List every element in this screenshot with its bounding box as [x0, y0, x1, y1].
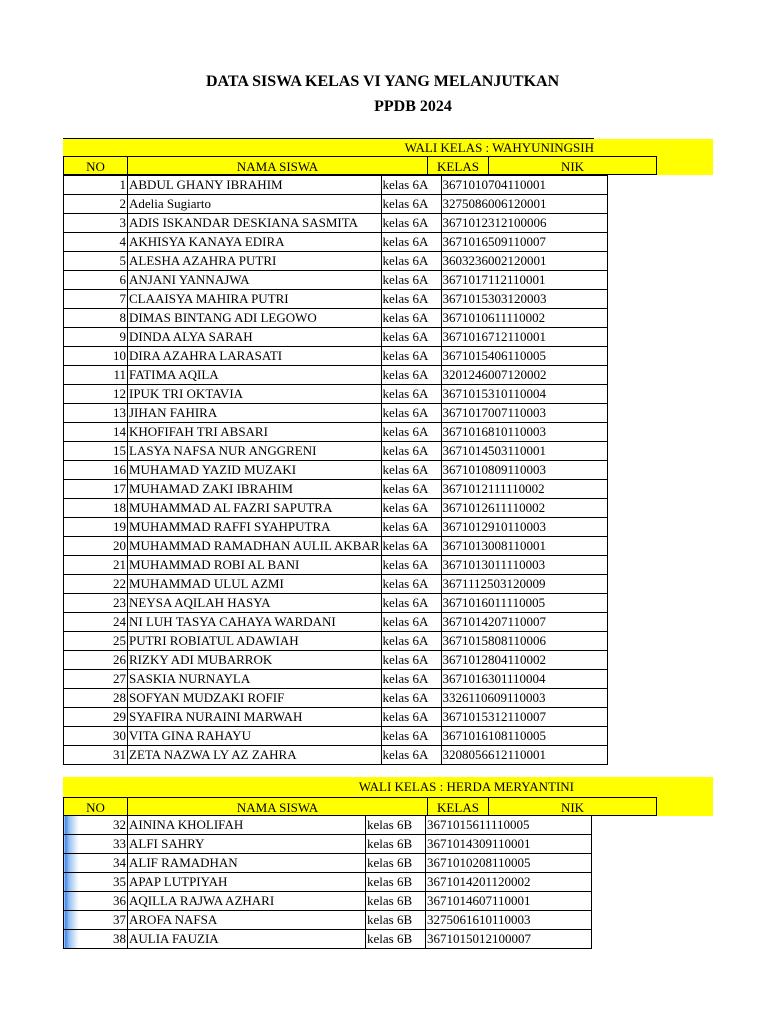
row-number: 16	[64, 461, 128, 480]
table-row	[64, 835, 592, 854]
student-nik: 3671015406110005	[441, 347, 607, 366]
student-class: kelas 6A	[381, 556, 441, 575]
row-number: 36	[64, 892, 128, 911]
student-nik: 3671017112110001	[441, 271, 607, 290]
student-name: NI LUH TASYA CAHAYA WARDANI	[128, 613, 382, 632]
student-nik: 3671016509110007	[441, 233, 607, 252]
table-row	[64, 233, 608, 252]
student-class: kelas 6A	[381, 461, 441, 480]
table-row	[64, 499, 608, 518]
student-nik: 3671014607110001	[426, 892, 592, 911]
table-row	[64, 423, 608, 442]
student-nik: 3671010704110001	[441, 176, 607, 195]
row-number: 13	[64, 404, 128, 423]
table-row	[64, 271, 608, 290]
row-number: 2	[64, 195, 128, 214]
student-class: kelas 6A	[381, 594, 441, 613]
student-nik: 3671010809110003	[441, 461, 607, 480]
student-nik: 3201246007120002	[441, 366, 607, 385]
document-subtitle: PPDB 2024	[374, 98, 452, 115]
student-name: DIRA AZAHRA LARASATI	[128, 347, 382, 366]
student-nik: 3671015808110006	[441, 632, 607, 651]
student-class: kelas 6A	[381, 518, 441, 537]
table-row	[64, 309, 608, 328]
student-nik: 3671012804110002	[441, 651, 607, 670]
student-nik: 3671010208110005	[426, 854, 592, 873]
student-nik: 3671012312100006	[441, 214, 607, 233]
row-number: 8	[64, 309, 128, 328]
table-row	[64, 366, 608, 385]
row-number: 35	[64, 873, 128, 892]
student-nik: 3671015611110005	[426, 816, 592, 835]
student-class: kelas 6A	[381, 271, 441, 290]
student-class: kelas 6A	[381, 233, 441, 252]
row-number: 14	[64, 423, 128, 442]
wali-kelas-label-2: WALI KELAS : HERDA MERYANTINI	[358, 779, 574, 794]
student-table-6b	[63, 815, 592, 949]
student-class: kelas 6A	[381, 328, 441, 347]
row-number: 6	[64, 271, 128, 290]
student-class: kelas 6A	[381, 442, 441, 461]
row-number: 38	[64, 930, 128, 949]
table-row	[64, 442, 608, 461]
student-nik: 3671016301110004	[441, 670, 607, 689]
header-nik: NIK	[489, 156, 657, 175]
student-name: SASKIA NURNAYLA	[128, 670, 382, 689]
row-number: 33	[64, 835, 128, 854]
row-number: 22	[64, 575, 128, 594]
table-row	[64, 594, 608, 613]
student-class: kelas 6A	[381, 689, 441, 708]
table-row	[64, 195, 608, 214]
student-nik: 3671012611110002	[441, 499, 607, 518]
row-number: 9	[64, 328, 128, 347]
student-class: kelas 6A	[381, 423, 441, 442]
student-name: FATIMA AQILA	[128, 366, 382, 385]
table-row	[64, 537, 608, 556]
student-nik: 3275086006120001	[441, 195, 607, 214]
student-name: ALESHA AZAHRA PUTRI	[128, 252, 382, 271]
table-row	[64, 708, 608, 727]
table-row	[64, 746, 608, 765]
student-class: kelas 6B	[366, 930, 426, 949]
student-class: kelas 6B	[366, 911, 426, 930]
row-number: 27	[64, 670, 128, 689]
table-row	[64, 290, 608, 309]
table-row	[64, 670, 608, 689]
student-name: ALIF RAMADHAN	[128, 854, 366, 873]
student-name: MUHAMMAD RAFFI SYAHPUTRA	[128, 518, 382, 537]
student-class: kelas 6B	[366, 816, 426, 835]
table-row	[64, 816, 592, 835]
table-row	[64, 328, 608, 347]
student-name: NEYSA AQILAH HASYA	[128, 594, 382, 613]
row-number: 34	[64, 854, 128, 873]
student-nik: 3671013011110003	[441, 556, 607, 575]
wali-kelas-band-2	[63, 777, 713, 797]
wali-kelas-band-1	[63, 139, 713, 156]
student-class: kelas 6B	[366, 892, 426, 911]
table-row	[64, 252, 608, 271]
student-name: LASYA NAFSA NUR ANGGRENI	[128, 442, 382, 461]
row-number: 1	[64, 176, 128, 195]
table-row	[64, 727, 608, 746]
row-number: 31	[64, 746, 128, 765]
student-name: SYAFIRA NURAINI MARWAH	[128, 708, 382, 727]
student-nik: 3671017007110003	[441, 404, 607, 423]
row-number: 37	[64, 911, 128, 930]
student-name: JIHAN FAHIRA	[128, 404, 382, 423]
table-row	[64, 892, 592, 911]
student-name: SOFYAN MUDZAKI ROFIF	[128, 689, 382, 708]
student-nik: 3671012111110002	[441, 480, 607, 499]
student-class: kelas 6A	[381, 632, 441, 651]
table-row	[64, 461, 608, 480]
student-nik: 3671015312110007	[441, 708, 607, 727]
student-nik: 3671012910110003	[441, 518, 607, 537]
student-nik: 3603236002120001	[441, 252, 607, 271]
row-number: 4	[64, 233, 128, 252]
student-class: kelas 6A	[381, 480, 441, 499]
student-class: kelas 6A	[381, 613, 441, 632]
student-nik: 3671016011110005	[441, 594, 607, 613]
student-name: VITA GINA RAHAYU	[128, 727, 382, 746]
student-nik: 3671112503120009	[441, 575, 607, 594]
student-nik: 3671014207110007	[441, 613, 607, 632]
table-row	[64, 689, 608, 708]
row-number: 26	[64, 651, 128, 670]
document-title: DATA SISWA KELAS VI YANG MELANJUTKAN	[206, 73, 560, 90]
row-number: 15	[64, 442, 128, 461]
table-row	[64, 176, 608, 195]
student-name: RIZKY ADI MUBARROK	[128, 651, 382, 670]
student-class: kelas 6A	[381, 366, 441, 385]
student-class: kelas 6A	[381, 385, 441, 404]
student-name: MUHAMMAD ROBI AL BANI	[128, 556, 382, 575]
row-number: 21	[64, 556, 128, 575]
student-name: MUHAMAD ZAKI IBRAHIM	[128, 480, 382, 499]
student-class: kelas 6A	[381, 252, 441, 271]
row-number: 25	[64, 632, 128, 651]
table-row	[64, 632, 608, 651]
student-nik: 3671014201120002	[426, 873, 592, 892]
row-number: 5	[64, 252, 128, 271]
student-class: kelas 6A	[381, 670, 441, 689]
student-nik: 3671016810110003	[441, 423, 607, 442]
table-row	[64, 873, 592, 892]
student-name: MUHAMMAD RAMADHAN AULIL AKBAR	[128, 537, 382, 556]
table-row	[64, 404, 608, 423]
student-nik: 3671014503110001	[441, 442, 607, 461]
student-class: kelas 6A	[381, 404, 441, 423]
table-row	[64, 214, 608, 233]
student-class: kelas 6B	[366, 835, 426, 854]
row-number: 28	[64, 689, 128, 708]
student-class: kelas 6A	[381, 651, 441, 670]
student-name: APAP LUTPIYAH	[128, 873, 366, 892]
student-class: kelas 6A	[381, 309, 441, 328]
table-row	[64, 613, 608, 632]
student-class: kelas 6A	[381, 347, 441, 366]
row-number: 20	[64, 537, 128, 556]
header-no: NO	[63, 797, 128, 816]
student-class: kelas 6A	[381, 746, 441, 765]
student-nik: 3671015012100007	[426, 930, 592, 949]
table-row	[64, 651, 608, 670]
student-class: kelas 6A	[381, 176, 441, 195]
table-row	[64, 854, 592, 873]
student-nik: 3671016712110001	[441, 328, 607, 347]
student-nik: 3671010611110002	[441, 309, 607, 328]
student-class: kelas 6A	[381, 575, 441, 594]
row-number: 7	[64, 290, 128, 309]
student-nik: 3326110609110003	[441, 689, 607, 708]
student-nik: 3208056612110001	[441, 746, 607, 765]
student-table-6a	[63, 175, 608, 765]
student-nik: 3671015310110004	[441, 385, 607, 404]
table-row	[64, 911, 592, 930]
student-name: ANJANI YANNAJWA	[128, 271, 382, 290]
student-class: kelas 6A	[381, 214, 441, 233]
student-name: AININA KHOLIFAH	[128, 816, 366, 835]
table-header-2	[63, 797, 713, 816]
student-nik: 3671015303120003	[441, 290, 607, 309]
student-name: MUHAMMAD AL FAZRI SAPUTRA	[128, 499, 382, 518]
table-row	[64, 575, 608, 594]
student-name: PUTRI ROBIATUL ADAWIAH	[128, 632, 382, 651]
student-name: ZETA NAZWA LY AZ ZAHRA	[128, 746, 382, 765]
student-class: kelas 6A	[381, 708, 441, 727]
student-name: MUHAMMAD ULUL AZMI	[128, 575, 382, 594]
student-class: kelas 6B	[366, 873, 426, 892]
student-nik: 3275061610110003	[426, 911, 592, 930]
header-kelas: KELAS	[428, 797, 489, 816]
row-number: 24	[64, 613, 128, 632]
student-name: AKHISYA KANAYA EDIRA	[128, 233, 382, 252]
row-number: 12	[64, 385, 128, 404]
student-name: ALFI SAHRY	[128, 835, 366, 854]
student-class: kelas 6A	[381, 499, 441, 518]
student-nik: 3671014309110001	[426, 835, 592, 854]
row-number: 11	[64, 366, 128, 385]
student-name: DINDA ALYA SARAH	[128, 328, 382, 347]
student-name: ADIS ISKANDAR DESKIANA SASMITA	[128, 214, 382, 233]
student-name: MUHAMAD YAZID MUZAKI	[128, 461, 382, 480]
table-row	[64, 518, 608, 537]
header-nama-siswa: NAMA SISWA	[128, 797, 428, 816]
row-number: 32	[64, 816, 128, 835]
student-name: AULIA FAUZIA	[128, 930, 366, 949]
student-name: Adelia Sugiarto	[128, 195, 382, 214]
student-class: kelas 6A	[381, 537, 441, 556]
student-class: kelas 6A	[381, 290, 441, 309]
table-row	[64, 930, 592, 949]
header-kelas: KELAS	[428, 156, 489, 175]
student-name: KHOFIFAH TRI ABSARI	[128, 423, 382, 442]
student-name: DIMAS BINTANG ADI LEGOWO	[128, 309, 382, 328]
student-nik: 3671016108110005	[441, 727, 607, 746]
student-name: AQILLA RAJWA AZHARI	[128, 892, 366, 911]
student-nik: 3671013008110001	[441, 537, 607, 556]
row-number: 3	[64, 214, 128, 233]
student-name: IPUK TRI OKTAVIA	[128, 385, 382, 404]
table-row	[64, 347, 608, 366]
row-number: 17	[64, 480, 128, 499]
student-class: kelas 6A	[381, 727, 441, 746]
header-no: NO	[63, 156, 128, 175]
wali-kelas-label-1: WALI KELAS : WAHYUNINGSIH	[404, 140, 594, 155]
table-row	[64, 480, 608, 499]
table-header-1	[63, 156, 713, 175]
student-name: CLAAISYA MAHIRA PUTRI	[128, 290, 382, 309]
header-nik: NIK	[489, 797, 657, 816]
row-number: 29	[64, 708, 128, 727]
table-row	[64, 385, 608, 404]
student-name: AROFA NAFSA	[128, 911, 366, 930]
row-number: 23	[64, 594, 128, 613]
student-class: kelas 6A	[381, 195, 441, 214]
row-number: 10	[64, 347, 128, 366]
student-name: ABDUL GHANY IBRAHIM	[128, 176, 382, 195]
table-row	[64, 556, 608, 575]
row-number: 30	[64, 727, 128, 746]
row-number: 19	[64, 518, 128, 537]
row-number: 18	[64, 499, 128, 518]
header-nama-siswa: NAMA SISWA	[128, 156, 428, 175]
student-class: kelas 6B	[366, 854, 426, 873]
